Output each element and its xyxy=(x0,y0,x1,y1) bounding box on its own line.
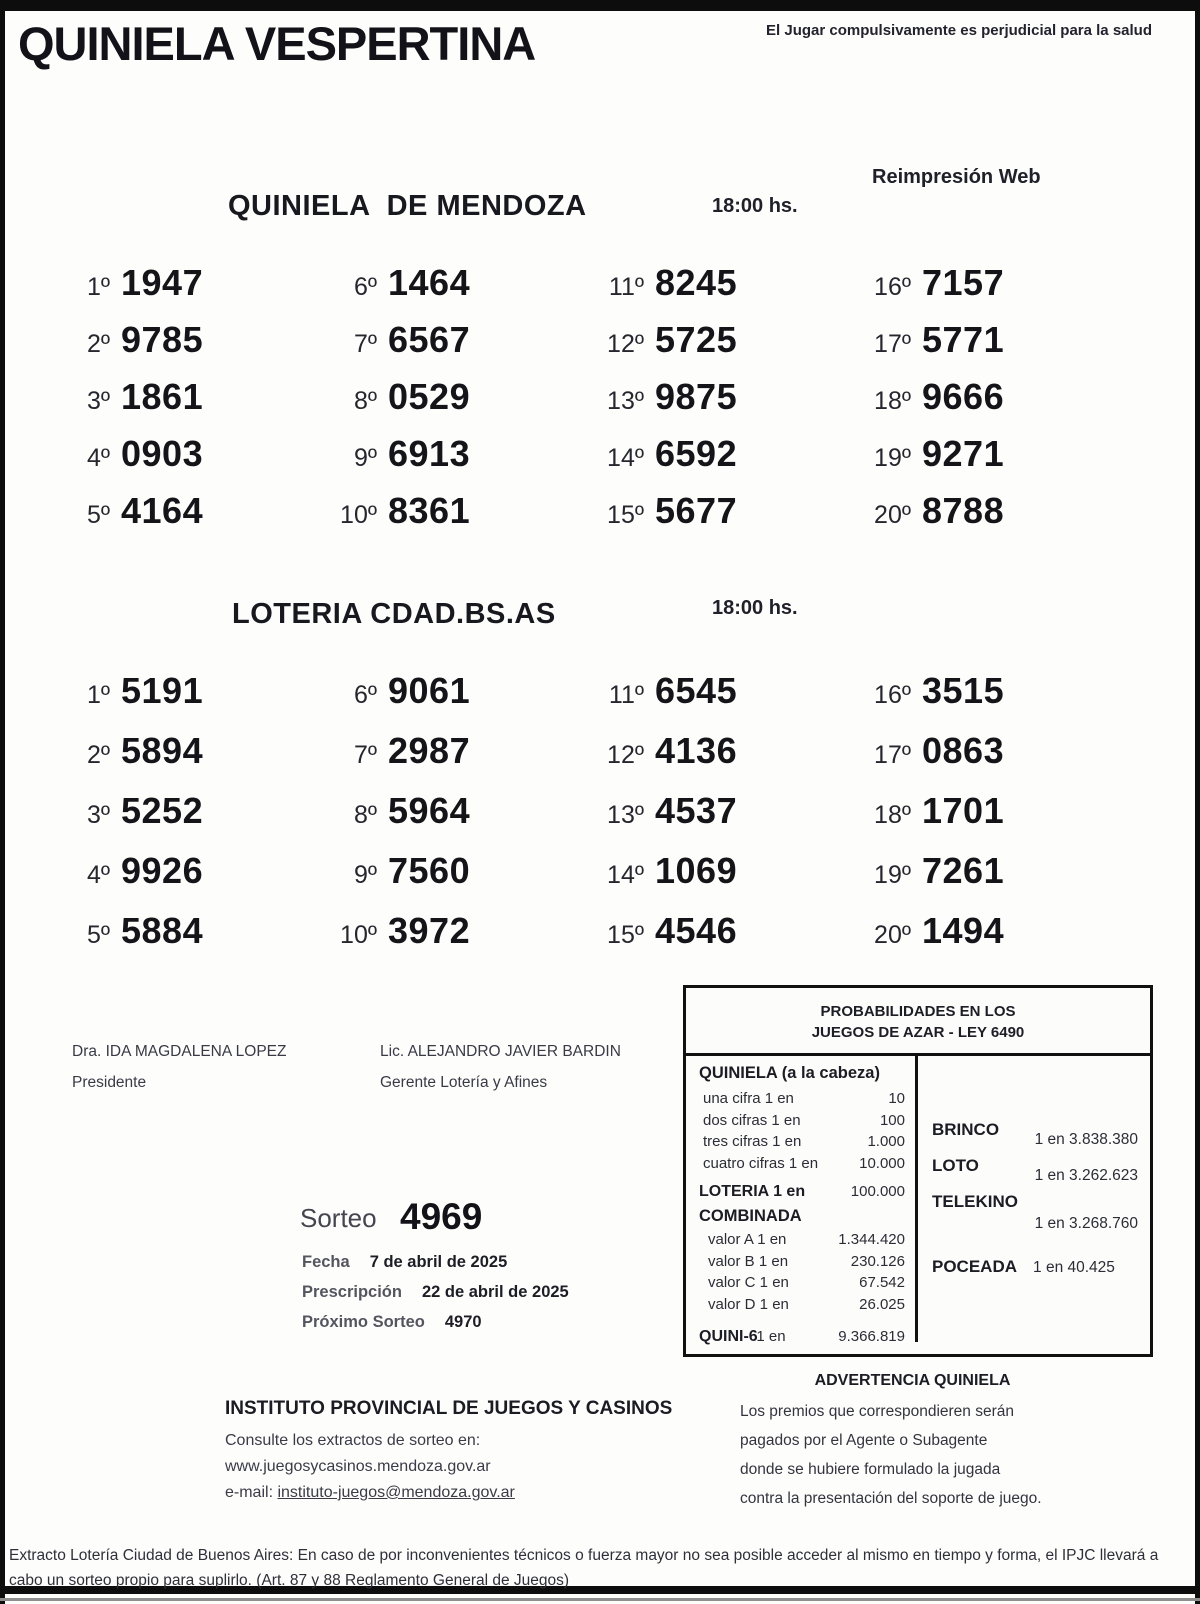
advertencia-title: ADVERTENCIA QUINIELA xyxy=(814,1372,1011,1389)
odds-row xyxy=(699,1153,905,1175)
result-number: 9875 xyxy=(655,376,738,417)
result-position: 17º xyxy=(874,741,911,769)
advertencia-line: pagados por el Agente o Subagente xyxy=(740,1432,988,1449)
result-item xyxy=(849,790,1116,850)
result-position: 1º xyxy=(86,681,110,709)
result-item xyxy=(582,790,849,850)
odds-value: 100.000 xyxy=(850,1183,905,1200)
odds-label: valor D 1 en xyxy=(708,1295,789,1313)
odds-row xyxy=(699,1229,905,1251)
result-item xyxy=(315,490,582,547)
result-position: 9º xyxy=(353,444,377,472)
result-item xyxy=(849,850,1116,910)
game-odds-value: 1 en 3.838.380 xyxy=(1034,1131,1138,1148)
combinada-heading: COMBINADA xyxy=(699,1207,802,1225)
result-number: 6545 xyxy=(655,670,738,711)
result-position: 5º xyxy=(86,501,110,529)
odds-label: LOTERIA 1 en xyxy=(699,1183,806,1200)
odds-label: valor B 1 en xyxy=(708,1252,789,1270)
fecha-value: 7 de abril de 2025 xyxy=(369,1253,508,1271)
odds-row xyxy=(699,1088,905,1110)
result-position: 13º xyxy=(607,387,644,415)
health-warning: El Jugar compulsivamente es perjudicial para la salud xyxy=(766,22,1152,39)
result-item xyxy=(315,433,582,490)
bsas-draw-title: LOTERIA CDAD.BS.AS xyxy=(232,598,556,630)
result-item xyxy=(48,376,315,433)
result-item xyxy=(582,490,849,547)
odds-value: 1.344.420 xyxy=(838,1231,905,1248)
result-number: 1701 xyxy=(922,790,1005,831)
result-number: 4136 xyxy=(655,730,738,771)
result-position: 6º xyxy=(353,681,377,709)
result-number: 7157 xyxy=(922,262,1005,303)
result-item xyxy=(582,910,849,970)
result-position: 4º xyxy=(86,444,110,472)
result-number: 2987 xyxy=(388,730,471,771)
odds-label: valor C 1 en xyxy=(708,1274,789,1291)
result-number: 6913 xyxy=(388,433,471,474)
result-item xyxy=(48,433,315,490)
result-number: 8788 xyxy=(922,490,1005,531)
game-name: BRINCO xyxy=(932,1120,1000,1139)
left-border-bar xyxy=(0,0,5,1604)
quini6-odds-row xyxy=(699,1326,905,1348)
result-number: 6592 xyxy=(655,433,738,474)
official-role: Gerente Lotería y Afines xyxy=(380,1074,548,1091)
probabilities-title-line2: JUEGOS DE AZAR - LEY 6490 xyxy=(811,1024,1025,1041)
result-item xyxy=(582,850,849,910)
top-border-bar xyxy=(0,0,1200,11)
official-manager xyxy=(380,1043,621,1092)
result-position: 15º xyxy=(607,501,644,529)
advertencia-line: Los premios que correspondieren serán xyxy=(740,1403,1014,1420)
result-number: 0529 xyxy=(388,376,471,417)
result-item xyxy=(315,319,582,376)
result-item xyxy=(849,262,1116,319)
odds-value: 1.000 xyxy=(867,1133,905,1150)
result-position: 11º xyxy=(608,681,644,709)
game-odds-row xyxy=(932,1192,1138,1233)
proximo-sorteo-label: Próximo Sorteo xyxy=(302,1313,425,1331)
result-number: 5677 xyxy=(655,490,738,531)
result-position: 5º xyxy=(86,921,110,949)
result-position: 14º xyxy=(607,444,644,472)
result-item xyxy=(315,910,582,970)
result-number: 5725 xyxy=(655,319,738,360)
result-number: 1069 xyxy=(655,850,738,891)
probabilities-box xyxy=(683,985,1153,1357)
bottom-border-line xyxy=(0,1598,1200,1601)
bsas-draw-time: 18:00 hs. xyxy=(712,597,798,619)
result-item xyxy=(582,670,849,730)
official-name: Dra. IDA MAGDALENA LOPEZ xyxy=(72,1043,287,1060)
official-president xyxy=(72,1043,286,1092)
odds-value: 10 xyxy=(888,1090,905,1107)
institute-name: INSTITUTO PROVINCIAL DE JUEGOS Y CASINOS xyxy=(225,1398,673,1419)
result-position: 1º xyxy=(86,273,110,301)
result-item xyxy=(48,730,315,790)
odds-label: una cifra 1 en xyxy=(703,1090,794,1107)
game-name: LOTO xyxy=(932,1156,979,1175)
result-item xyxy=(315,670,582,730)
result-item xyxy=(48,319,315,376)
odds-row xyxy=(699,1110,905,1132)
odds-value: 230.126 xyxy=(850,1252,905,1270)
reprint-label: Reimpresión Web xyxy=(872,166,1041,188)
result-item xyxy=(48,262,315,319)
result-number: 5964 xyxy=(388,790,471,831)
result-position: 2º xyxy=(86,330,110,358)
result-number: 1861 xyxy=(121,376,204,417)
game-name: TELEKINO xyxy=(932,1192,1018,1211)
result-item xyxy=(849,376,1116,433)
odds-value: 67.542 xyxy=(859,1274,905,1291)
result-number: 9926 xyxy=(121,850,204,891)
institute-consulte: Consulte los extractos de sorteo en: xyxy=(225,1432,481,1449)
result-number: 0863 xyxy=(922,730,1005,771)
footer-note: Extracto Lotería Ciudad de Buenos Aires: En caso de por inconvenientes técnicos o fuerza mayor no sea posible acceder al mismo en tiempo y forma, el IPJC llevará a cabo un sorteo propio para suplirlo. (Art. 87 y 88 Reglamento General de Juegos) xyxy=(9,1547,1159,1589)
mendoza-results-grid xyxy=(48,262,1138,547)
page-title: QUINIELA VESPERTINA xyxy=(18,17,536,70)
right-border-bar xyxy=(1195,0,1200,1604)
result-position: 19º xyxy=(874,444,911,472)
result-position: 7º xyxy=(353,330,377,358)
result-position: 20º xyxy=(874,921,911,949)
result-position: 4º xyxy=(86,861,110,889)
combinada-odds-rows xyxy=(699,1229,905,1315)
result-number: 3972 xyxy=(388,910,471,951)
result-number: 4537 xyxy=(655,790,738,831)
bsas-results-grid xyxy=(48,670,1138,970)
odds-label: QUINI-6 xyxy=(699,1328,758,1345)
result-number: 5894 xyxy=(121,730,204,771)
odds-row xyxy=(699,1272,905,1294)
email-label: e-mail: xyxy=(225,1484,274,1501)
result-number: 7560 xyxy=(388,850,471,891)
result-number: 1947 xyxy=(121,262,204,303)
prescripcion-row xyxy=(302,1283,569,1302)
result-number: 9785 xyxy=(121,319,204,360)
game-odds-value: 1 en 40.425 xyxy=(1033,1259,1115,1276)
result-position: 8º xyxy=(353,387,377,415)
result-position: 3º xyxy=(86,387,110,415)
advertencia-block xyxy=(740,1372,1085,1513)
result-number: 5771 xyxy=(922,319,1005,360)
odds-label: tres cifras 1 en xyxy=(703,1133,802,1150)
official-name: Lic. ALEJANDRO JAVIER BARDIN xyxy=(380,1043,621,1060)
fecha-label: Fecha xyxy=(302,1253,350,1271)
odds-value: 10.000 xyxy=(859,1154,905,1172)
result-position: 16º xyxy=(874,273,911,301)
result-position: 12º xyxy=(607,330,644,358)
proximo-sorteo-row xyxy=(302,1313,482,1332)
result-position: 2º xyxy=(86,741,110,769)
result-number: 3515 xyxy=(922,670,1005,711)
odds-mid: 1 en xyxy=(756,1328,786,1345)
result-position: 13º xyxy=(607,801,644,829)
result-position: 7º xyxy=(353,741,377,769)
result-number: 0903 xyxy=(121,433,204,474)
result-position: 18º xyxy=(874,801,911,829)
result-item xyxy=(582,319,849,376)
result-item xyxy=(48,670,315,730)
result-position: 15º xyxy=(607,921,644,949)
result-number: 5191 xyxy=(121,670,204,711)
official-role: Presidente xyxy=(72,1074,147,1091)
result-item xyxy=(48,910,315,970)
result-position: 20º xyxy=(874,501,911,529)
odds-row xyxy=(699,1251,905,1273)
result-number: 4546 xyxy=(655,910,738,951)
mendoza-draw-title: QUINIELA DE MENDOZA xyxy=(228,190,587,222)
probabilities-title-line1: PROBABILIDADES EN LOS xyxy=(820,1003,1016,1020)
result-number: 9061 xyxy=(388,670,471,711)
result-item xyxy=(315,376,582,433)
result-position: 11º xyxy=(608,273,644,301)
loteria-odds-row xyxy=(699,1181,905,1203)
result-number: 1464 xyxy=(388,262,471,303)
odds-row xyxy=(699,1294,905,1316)
quiniela-odds-heading: QUINIELA (a la cabeza) xyxy=(699,1064,880,1082)
email-address: instituto-juegos@mendoza.gov.ar xyxy=(277,1484,515,1501)
result-number: 1494 xyxy=(922,910,1005,951)
odds-value: 100 xyxy=(879,1111,905,1129)
result-item xyxy=(849,319,1116,376)
result-item xyxy=(849,490,1116,547)
result-item xyxy=(315,262,582,319)
game-odds-row xyxy=(932,1120,1138,1149)
odds-label: cuatro cifras 1 en xyxy=(703,1154,819,1172)
odds-label: dos cifras 1 en xyxy=(703,1111,801,1129)
probabilities-right-column xyxy=(918,1056,1150,1342)
result-position: 19º xyxy=(874,861,911,889)
sorteo-label: Sorteo xyxy=(300,1203,377,1233)
result-position: 9º xyxy=(353,861,377,889)
advertencia-line: contra la presentación del soporte de juego. xyxy=(740,1490,1042,1507)
game-odds-value: 1 en 3.268.760 xyxy=(1034,1215,1138,1232)
result-position: 8º xyxy=(353,801,377,829)
result-number: 8245 xyxy=(655,262,738,303)
result-item xyxy=(582,262,849,319)
result-item xyxy=(582,433,849,490)
game-odds-row xyxy=(932,1156,1138,1185)
fecha-row xyxy=(302,1253,507,1272)
odds-row xyxy=(699,1131,905,1153)
result-item xyxy=(315,850,582,910)
result-item xyxy=(849,910,1116,970)
result-item xyxy=(48,490,315,547)
result-number: 5884 xyxy=(121,910,204,951)
result-position: 3º xyxy=(86,801,110,829)
result-position: 17º xyxy=(874,330,911,358)
result-position: 18º xyxy=(874,387,911,415)
result-number: 9666 xyxy=(922,376,1005,417)
game-odds-row xyxy=(932,1257,1138,1277)
result-position: 16º xyxy=(874,681,911,709)
institute-block xyxy=(225,1398,672,1506)
result-item xyxy=(582,376,849,433)
advertencia-line: donde se hubiere formulado la jugada xyxy=(740,1461,1001,1478)
result-position: 10º xyxy=(340,921,377,949)
result-item xyxy=(849,730,1116,790)
probabilities-left-column xyxy=(686,1056,918,1345)
result-number: 9271 xyxy=(922,433,1005,474)
result-position: 14º xyxy=(607,861,644,889)
result-item xyxy=(315,790,582,850)
prescripcion-label: Prescripción xyxy=(302,1283,402,1301)
result-number: 6567 xyxy=(388,319,471,360)
result-position: 12º xyxy=(607,741,644,769)
result-number: 4164 xyxy=(121,490,204,531)
result-position: 10º xyxy=(340,501,377,529)
prescripcion-value: 22 de abril de 2025 xyxy=(421,1283,569,1301)
result-item xyxy=(48,850,315,910)
result-item xyxy=(849,433,1116,490)
result-number: 8361 xyxy=(388,490,471,531)
result-item xyxy=(849,670,1116,730)
institute-email-line xyxy=(225,1480,672,1506)
probabilities-title xyxy=(686,988,1150,1056)
result-item xyxy=(48,790,315,850)
odds-value: 26.025 xyxy=(859,1295,905,1313)
game-odds-value: 1 en 3.262.623 xyxy=(1034,1167,1138,1184)
result-number: 7261 xyxy=(922,850,1005,891)
result-item xyxy=(582,730,849,790)
odds-value: 9.366.819 xyxy=(838,1328,905,1345)
result-number: 5252 xyxy=(121,790,204,831)
result-item xyxy=(315,730,582,790)
result-position: 6º xyxy=(353,273,377,301)
game-name: POCEADA xyxy=(932,1257,1018,1276)
institute-url: www.juegosycasinos.mendoza.gov.ar xyxy=(225,1458,491,1475)
proximo-sorteo-value: 4970 xyxy=(444,1313,482,1331)
sorteo-number: 4969 xyxy=(400,1196,483,1237)
odds-label: valor A 1 en xyxy=(708,1231,787,1248)
mendoza-draw-time: 18:00 hs. xyxy=(712,195,798,217)
quiniela-odds-rows xyxy=(699,1088,905,1174)
